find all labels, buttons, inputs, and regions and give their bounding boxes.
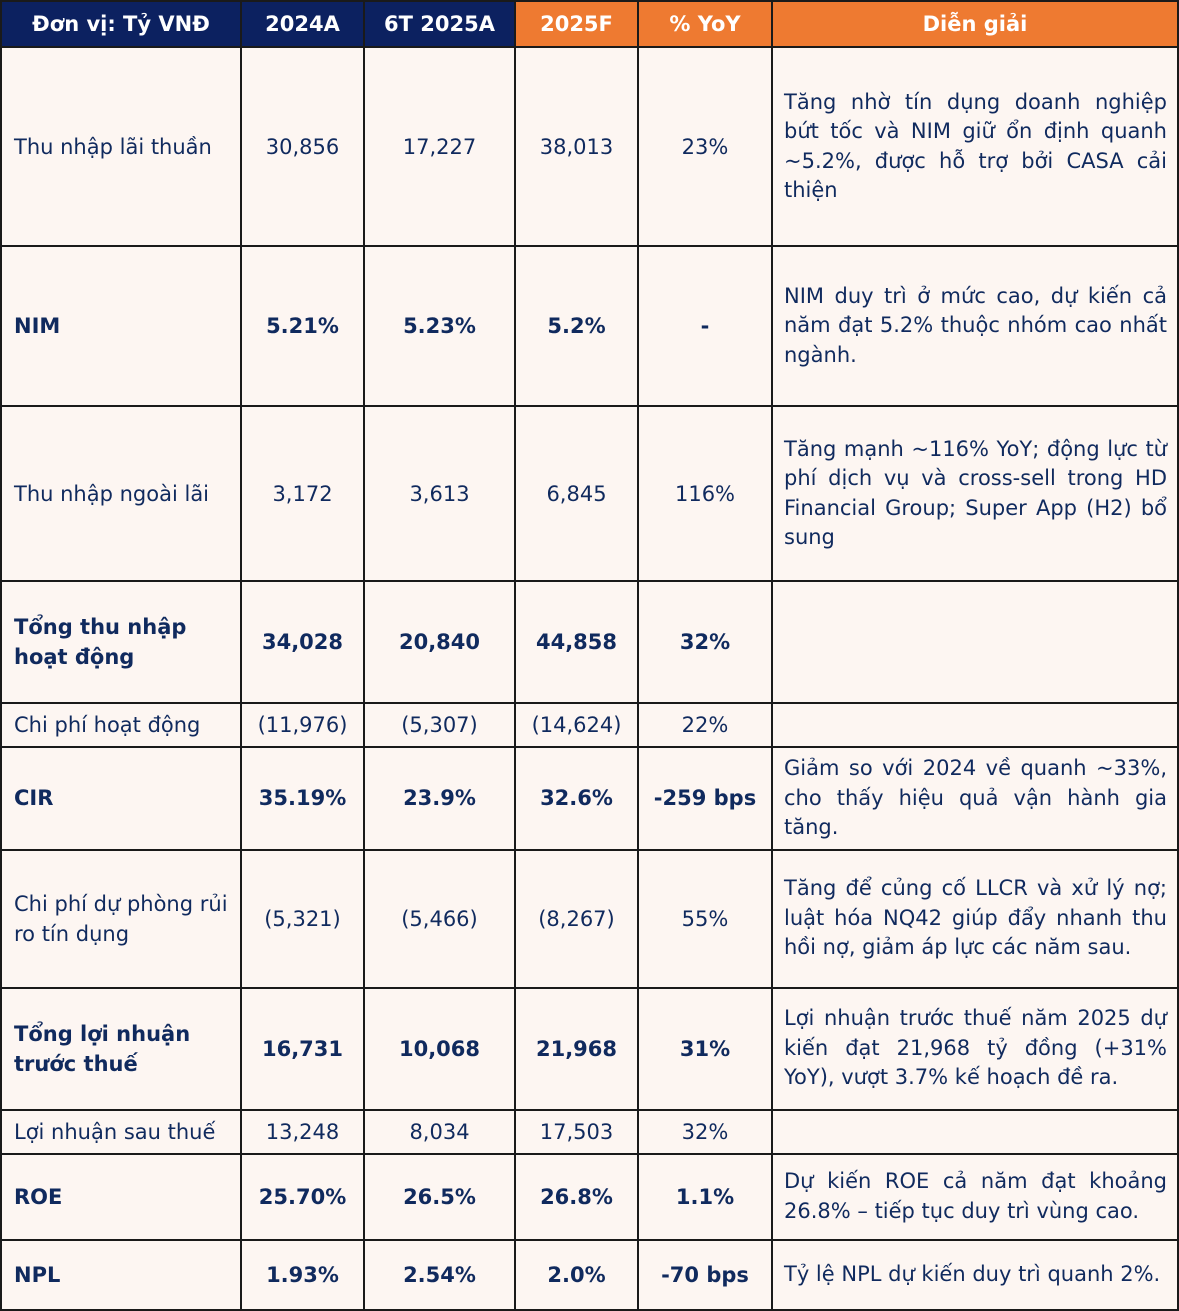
cell-2025f: 2.0% xyxy=(515,1240,638,1310)
cell-2025f: 38,013 xyxy=(515,47,638,246)
row-label: Thu nhập lãi thuần xyxy=(1,47,241,246)
cell-description: Tăng để củng cố LLCR và xử lý nợ; luật hóa NQ42 giúp đẩy nhanh thu hồi nợ, giảm áp lực các năm sau. xyxy=(772,850,1178,988)
cell-description: Tăng nhờ tín dụng doanh nghiệp bứt tốc và NIM giữ ổn định quanh ~5.2%, được hỗ trợ bởi CASA cải thiện xyxy=(772,47,1178,246)
cell-6t-2025a: 23.9% xyxy=(364,747,515,850)
cell-2024a: (5,321) xyxy=(241,850,364,988)
cell-yoy: 32% xyxy=(638,581,772,703)
cell-2025f: (8,267) xyxy=(515,850,638,988)
cell-yoy: 116% xyxy=(638,406,772,581)
cell-6t-2025a: 17,227 xyxy=(364,47,515,246)
cell-6t-2025a: 10,068 xyxy=(364,988,515,1110)
row-label: CIR xyxy=(1,747,241,850)
cell-6t-2025a: 2.54% xyxy=(364,1240,515,1310)
header-unit: Đơn vị: Tỷ VNĐ xyxy=(1,1,241,47)
row-operating-expense xyxy=(1,703,1178,747)
row-label: Thu nhập ngoài lãi xyxy=(1,406,241,581)
row-nim xyxy=(1,246,1178,406)
row-cir xyxy=(1,747,1178,850)
cell-2024a: 34,028 xyxy=(241,581,364,703)
row-roe xyxy=(1,1154,1178,1240)
cell-6t-2025a: 5.23% xyxy=(364,246,515,406)
cell-6t-2025a: 3,613 xyxy=(364,406,515,581)
row-npl xyxy=(1,1240,1178,1310)
row-label: NIM xyxy=(1,246,241,406)
cell-2024a: 30,856 xyxy=(241,47,364,246)
cell-description xyxy=(772,1110,1178,1154)
header-yoy: % YoY xyxy=(638,1,772,47)
row-label: Chi phí hoạt động xyxy=(1,703,241,747)
cell-6t-2025a: 26.5% xyxy=(364,1154,515,1240)
header-2024a: 2024A xyxy=(241,1,364,47)
cell-6t-2025a: 8,034 xyxy=(364,1110,515,1154)
row-label: NPL xyxy=(1,1240,241,1310)
cell-2024a: 35.19% xyxy=(241,747,364,850)
cell-2025f: 17,503 xyxy=(515,1110,638,1154)
cell-2025f: (14,624) xyxy=(515,703,638,747)
cell-2024a: 16,731 xyxy=(241,988,364,1110)
row-non-interest-income xyxy=(1,406,1178,581)
row-label: ROE xyxy=(1,1154,241,1240)
header-6t-2025a: 6T 2025A xyxy=(364,1,515,47)
cell-2025f: 26.8% xyxy=(515,1154,638,1240)
cell-description: Giảm so với 2024 về quanh ~33%, cho thấy hiệu quả vận hành gia tăng. xyxy=(772,747,1178,850)
row-total-operating-income xyxy=(1,581,1178,703)
cell-description xyxy=(772,581,1178,703)
row-label: Tổng thu nhập hoạt động xyxy=(1,581,241,703)
cell-description: NIM duy trì ở mức cao, dự kiến cả năm đạt 5.2% thuộc nhóm cao nhất ngành. xyxy=(772,246,1178,406)
cell-2025f: 6,845 xyxy=(515,406,638,581)
cell-2025f: 44,858 xyxy=(515,581,638,703)
cell-2024a: (11,976) xyxy=(241,703,364,747)
cell-2024a: 3,172 xyxy=(241,406,364,581)
row-credit-provision xyxy=(1,850,1178,988)
cell-description: Dự kiến ROE cả năm đạt khoảng 26.8% – tiếp tục duy trì vùng cao. xyxy=(772,1154,1178,1240)
row-profit-before-tax xyxy=(1,988,1178,1110)
row-net-interest-income xyxy=(1,47,1178,246)
row-profit-after-tax xyxy=(1,1110,1178,1154)
cell-2024a: 1.93% xyxy=(241,1240,364,1310)
cell-description: Tăng mạnh ~116% YoY; động lực từ phí dịch vụ và cross-sell trong HD Financial Group; Super App (H2) bổ sung xyxy=(772,406,1178,581)
cell-2024a: 5.21% xyxy=(241,246,364,406)
cell-description: Lợi nhuận trước thuế năm 2025 dự kiến đạt 21,968 tỷ đồng (+31% YoY), vượt 3.7% kế hoạch đề ra. xyxy=(772,988,1178,1110)
header-2025f: 2025F xyxy=(515,1,638,47)
cell-2024a: 25.70% xyxy=(241,1154,364,1240)
cell-description: Tỷ lệ NPL dự kiến duy trì quanh 2%. xyxy=(772,1240,1178,1310)
cell-description xyxy=(772,703,1178,747)
header-row xyxy=(1,1,1178,47)
cell-2025f: 21,968 xyxy=(515,988,638,1110)
cell-2024a: 13,248 xyxy=(241,1110,364,1154)
cell-yoy: 55% xyxy=(638,850,772,988)
cell-yoy: 23% xyxy=(638,47,772,246)
cell-yoy: 22% xyxy=(638,703,772,747)
cell-6t-2025a: (5,307) xyxy=(364,703,515,747)
row-label: Chi phí dự phòng rủi ro tín dụng xyxy=(1,850,241,988)
cell-yoy: 32% xyxy=(638,1110,772,1154)
row-label: Lợi nhuận sau thuế xyxy=(1,1110,241,1154)
cell-yoy: 1.1% xyxy=(638,1154,772,1240)
cell-yoy: - xyxy=(638,246,772,406)
cell-yoy: -259 bps xyxy=(638,747,772,850)
header-description: Diễn giải xyxy=(772,1,1178,47)
cell-yoy: -70 bps xyxy=(638,1240,772,1310)
cell-2025f: 5.2% xyxy=(515,246,638,406)
cell-yoy: 31% xyxy=(638,988,772,1110)
cell-6t-2025a: (5,466) xyxy=(364,850,515,988)
cell-6t-2025a: 20,840 xyxy=(364,581,515,703)
row-label: Tổng lợi nhuận trước thuế xyxy=(1,988,241,1110)
cell-2025f: 32.6% xyxy=(515,747,638,850)
